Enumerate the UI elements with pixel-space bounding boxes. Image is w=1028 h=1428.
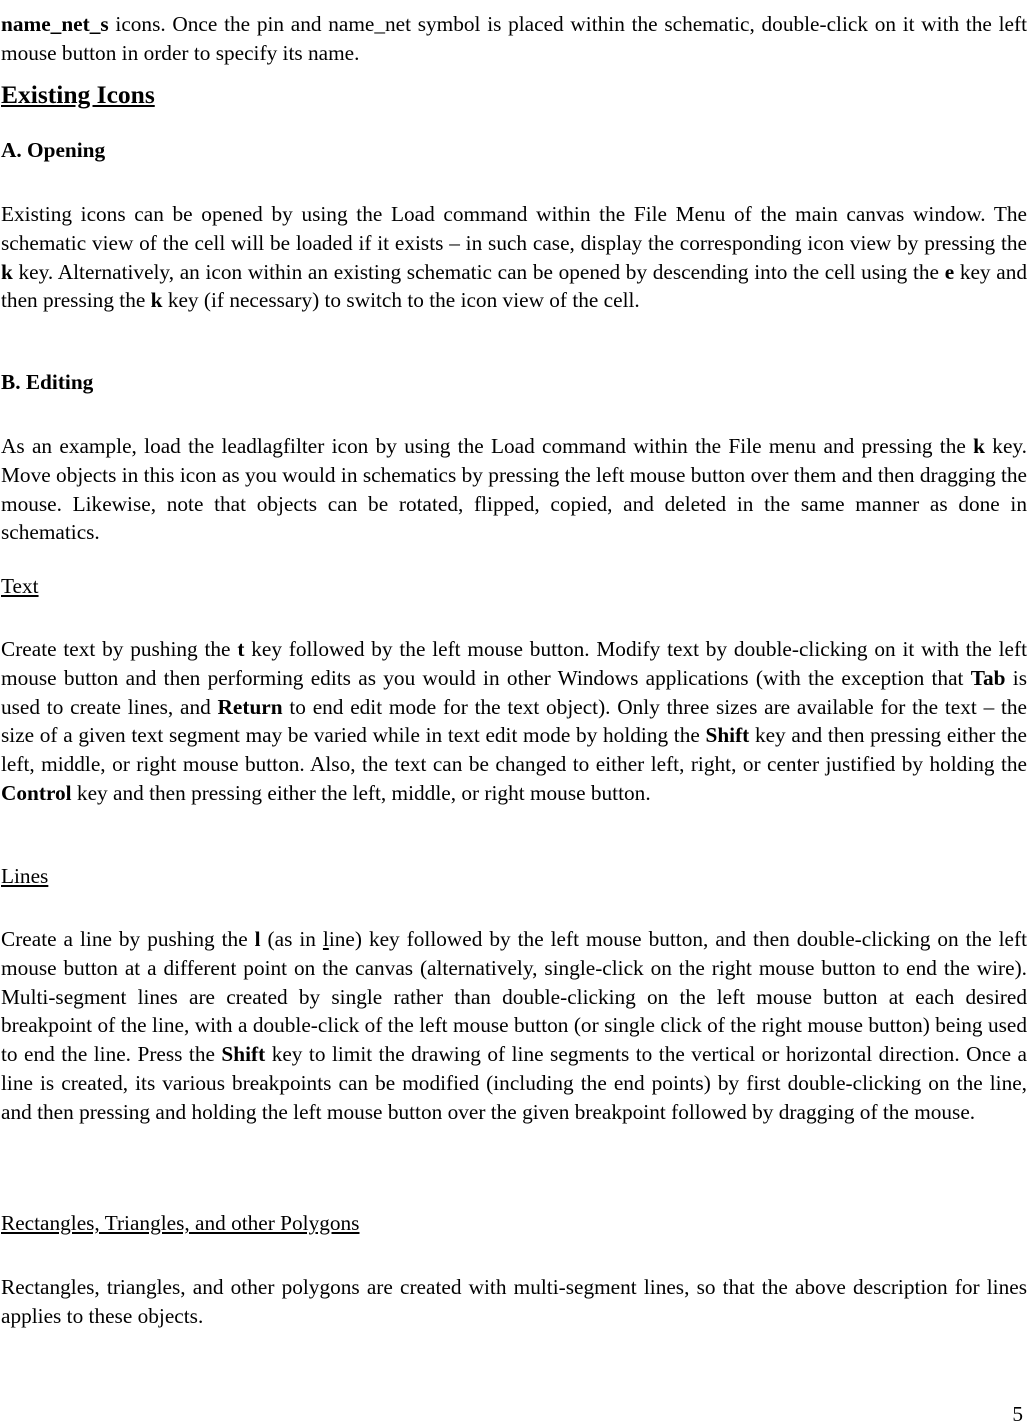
text-key-control: Control (1, 780, 72, 805)
text-text-1: Create text by pushing the (1, 637, 238, 661)
lines-text-3: ine) key followed by the left mouse button, and then double-clicking on the left mouse button at a different point on the canvas (alternatively, single-click on the right mouse button to end the wire). Multi-segment lines are created by single rather than double-clicking on the left mouse button at each desired breakpoint of the line, with a double-click of the left mouse button (or single click of the right mouse button) being used to end the line. Press the (1, 927, 1028, 1067)
editing-key-k: k (973, 434, 985, 458)
polygons-subheading: Rectangles, Triangles, and other Polygons (1, 1211, 360, 1235)
intro-bold-term: name_net_s (1, 12, 109, 36)
opening-text-4: key (if necessary) to switch to the icon view of the cell. (162, 288, 640, 313)
intro-paragraph (1, 10, 1027, 68)
opening-key-k: k (1, 259, 13, 284)
opening-text-1: Existing icons can be opened by using the Load command within the File Menu of the main canvas window. The schematic view of the cell will be loaded if it exists – in such case, display the corresponding icon view by pressing the (1, 202, 1027, 255)
lines-text-1: Create a line by pushing the (1, 927, 255, 951)
text-text-2: key followed by the left mouse button. Modify text by double-clicking on it with the left mouse button and then performing edits as you would in other Windows applications (with the exception that (1, 637, 1028, 690)
lines-subheading: Lines (1, 864, 49, 888)
text-paragraph (1, 635, 1027, 808)
opening-key-k-2: k (150, 288, 163, 313)
section-title: Existing Icons (1, 80, 155, 109)
opening-text-3: key and then pressing the (1, 259, 1027, 313)
lines-text-4: key to limit the drawing of line segments to the vertical or horizontal direction. Once a line is created, its various breakpoints can be modified (including the end points) by first double-clicking on the line, and then pressing and holding the left mouse button over the given breakpoint followed by dragging of the mouse. (1, 1042, 1027, 1124)
text-key-tab: Tab (970, 665, 1006, 690)
editing-text-1: As an example, load the leadlagfilter icon by using the Load command within the File menu and pressing the (1, 434, 974, 458)
text-text-6: key and then pressing either the left, middle, or right mouse button. (71, 780, 651, 805)
lines-text-2: (as in (260, 927, 323, 951)
text-subheading: Text (1, 574, 39, 598)
lines-key-l: l (254, 927, 261, 951)
editing-heading: B. Editing (1, 370, 94, 394)
text-key-return: Return (217, 694, 283, 719)
text-text-5: key and then pressing either the left, middle, or right mouse button. Also, the text can be changed to either left, right, or center justified by holding the (1, 723, 1027, 777)
lines-key-shift: Shift (221, 1042, 266, 1067)
opening-key-e: e (944, 259, 955, 284)
opening-text-2: key. Alternatively, an icon within an existing schematic can be opened by descending into the cell using the (12, 259, 945, 284)
text-text-3: is used to create lines, and (1, 665, 1028, 719)
opening-heading: A. Opening (1, 138, 106, 162)
lines-underlined-l: l (322, 927, 329, 951)
text-text-4: to end edit mode for the text object). Only three sizes are available for the text – the size of a given text segment may be varied while in text edit mode by holding the (1, 694, 1027, 748)
page-number: 5 (1012, 1402, 1023, 1426)
polygons-paragraph: Rectangles, triangles, and other polygons are created with multi-segment lines, so that the above description for lines applies to these objects. (1, 1275, 1027, 1328)
intro-text: icons. Once the pin and name_net symbol is placed within the schematic, double-click on it with the left mouse button in order to specify its name. (1, 12, 1027, 65)
lines-paragraph (1, 925, 1027, 1127)
editing-paragraph (1, 432, 1027, 547)
text-key-shift: Shift (705, 723, 750, 748)
editing-text-2: key. Move objects in this icon as you would in schematics by pressing the left mouse button over them and then dragging the mouse. Likewise, note that objects can be rotated, flipped, copied, and deleted in the same manner as done in schematics. (1, 434, 1027, 545)
text-key-t: t (237, 637, 245, 661)
opening-paragraph (1, 200, 1027, 315)
